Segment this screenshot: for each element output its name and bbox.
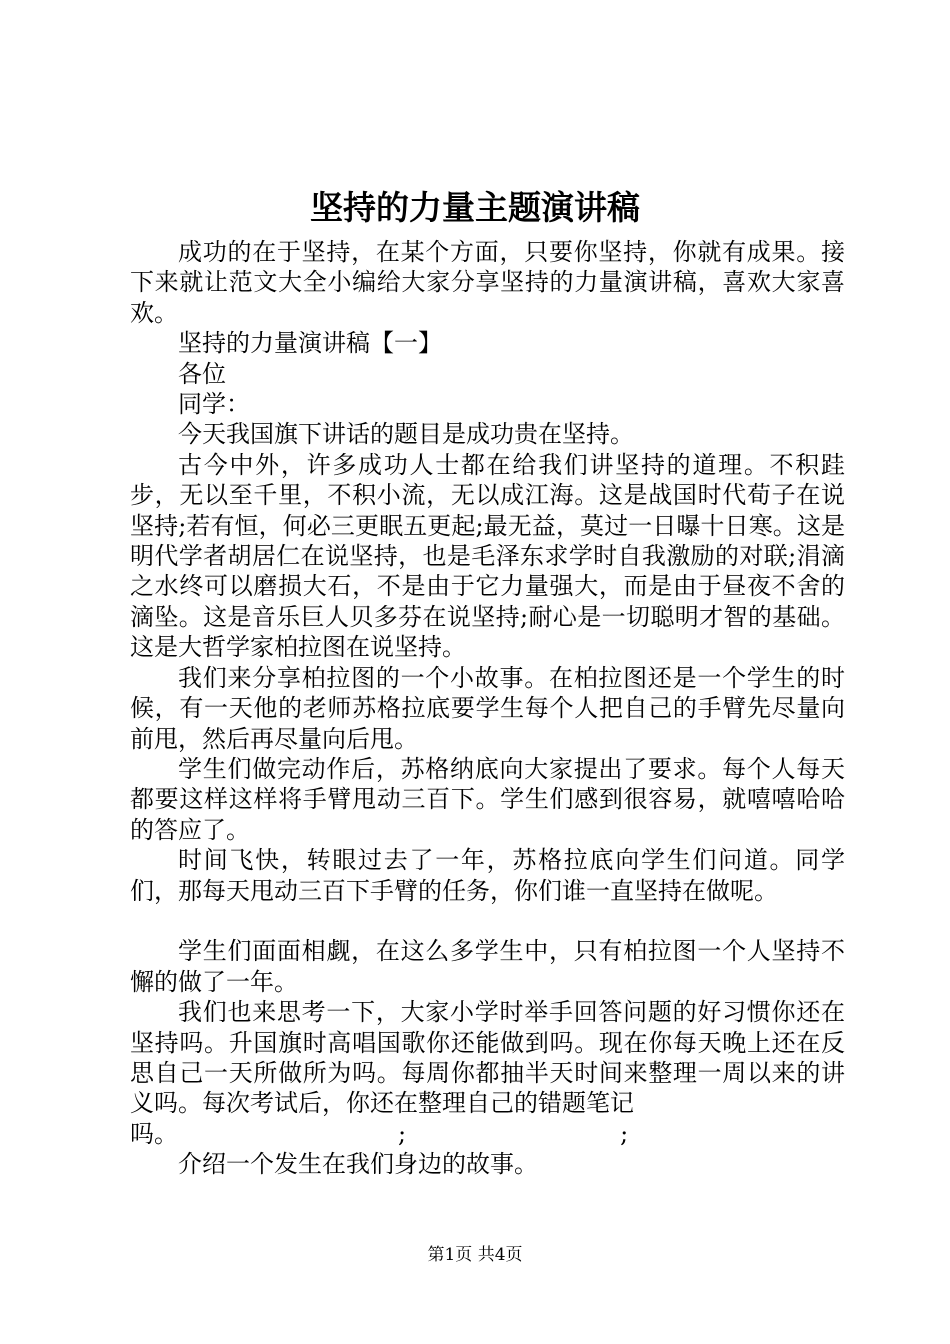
blank-line — [130, 906, 845, 936]
semicolon-mark: ; — [398, 1119, 407, 1148]
reflection-paragraph: 我们也来思考一下，大家小学时举手回答问题的好习惯你还在坚持吗。升国旗时高唱国歌你还能做到吗。现在你每天晚上还在反思自己一天所做所为吗。每周你都抽半天时间来整理一周以来的讲义吗。每次考试后，你还在整理自己的错题笔记 — [130, 998, 845, 1118]
reflection-line-end — [130, 1119, 845, 1149]
salutation-line-2: 同学： — [178, 390, 250, 419]
topic-paragraph: 今天我国旗下讲话的题目是成功贵在坚持。 — [178, 420, 634, 449]
page-number-footer: 第1页 共4页 — [427, 1245, 523, 1265]
section-heading: 坚持的力量演讲稿【一】 — [178, 329, 442, 358]
line-start-text: 吗。 — [130, 1119, 178, 1148]
story-paragraph: 我们来分享柏拉图的一个小故事。在柏拉图还是一个学生的时候，有一天他的老师苏格拉底要学生每个人把自己的手臂先尽量向前甩，然后再尽量向后甩。 — [130, 663, 845, 753]
story-paragraph-3: 时间飞快，转眼过去了一年，苏格拉底向学生们问道。同学们，那每天甩动三百下手臂的任务，你们谁一直坚持在做呢。 — [130, 846, 845, 905]
quotes-paragraph: 古今中外，许多成功人士都在给我们讲坚持的道理。不积跬步，无以至千里，不积小流，无以成江海。这是战国时代荀子在说坚持;若有恒，何必三更眠五更起;最无益，莫过一日曝十日寒。这是明代学者胡居仁在说坚持，也是毛泽东求学时自我激励的对联;涓滴之水终可以磨损大石，不是由于它力量强大，而是由于昼夜不舍的滴坠。这是音乐巨人贝多芬在说坚持;耐心是一切聪明才智的基础。这是大哲学家柏拉图在说坚持。 — [130, 450, 845, 662]
intro-paragraph: 成功的在于坚持，在某个方面，只要你坚持，你就有成果。接下来就让范文大全小编给大家分享坚持的力量演讲稿，喜欢大家喜欢。 — [130, 238, 845, 327]
semicolon-mark: ; — [620, 1119, 629, 1148]
closing-paragraph: 介绍一个发生在我们身边的故事。 — [178, 1150, 538, 1179]
salutation-line-1: 各位 — [178, 359, 226, 388]
story-paragraph-2: 学生们做完动作后，苏格纳底向大家提出了要求。每个人每天都要这样这样将手臂甩动三百下。学生们感到很容易，就嘻嘻哈哈的答应了。 — [130, 754, 845, 844]
document-body — [130, 237, 845, 1180]
document-title: 坚持的力量主题演讲稿 — [310, 188, 640, 227]
story-paragraph-4: 学生们面面相觑，在这么多学生中，只有柏拉图一个人坚持不懈的做了一年。 — [130, 937, 845, 996]
